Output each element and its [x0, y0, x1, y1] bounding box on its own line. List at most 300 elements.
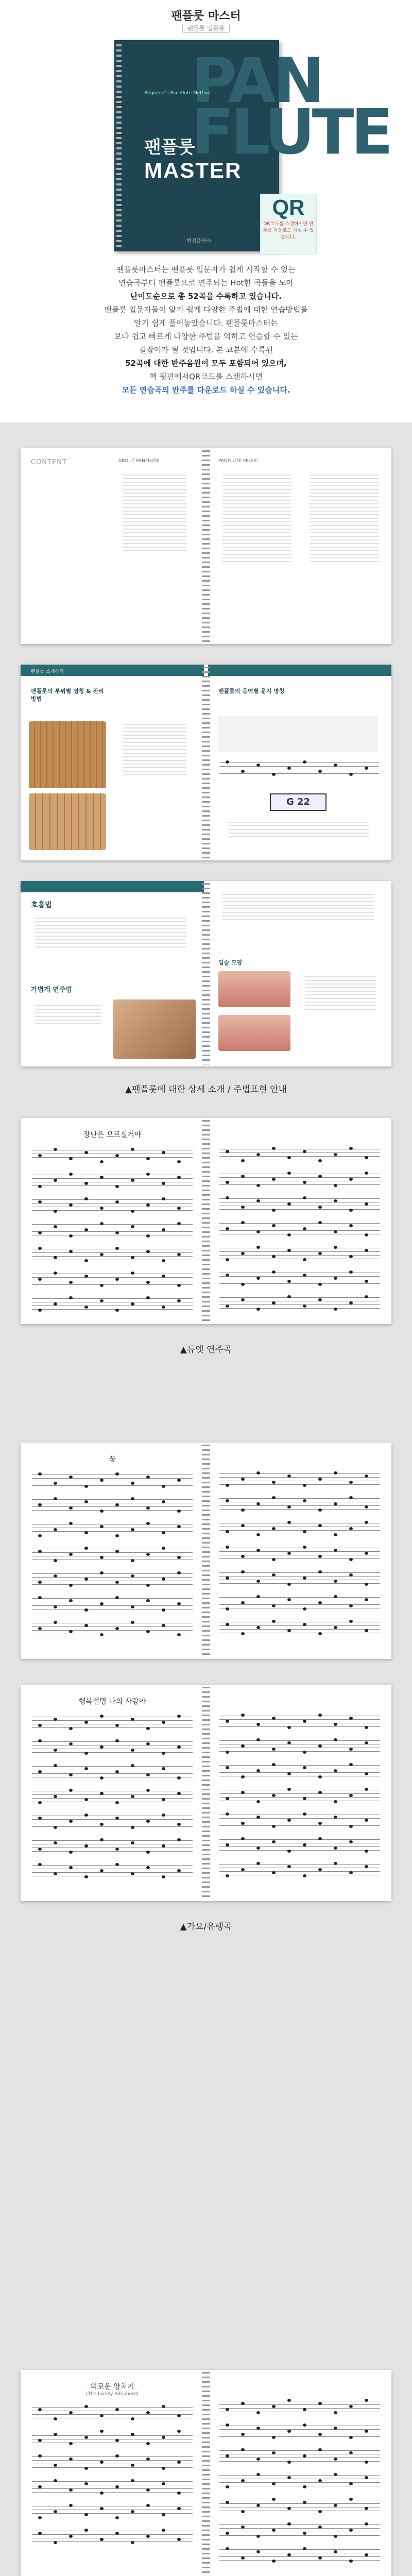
key-box: G 22	[270, 793, 327, 811]
music-note	[334, 1846, 337, 1850]
music-note	[38, 1231, 42, 1234]
music-note	[272, 1794, 276, 1797]
music-note	[365, 767, 368, 770]
music-note	[54, 1148, 57, 1151]
music-note	[349, 1209, 353, 1212]
music-note	[303, 1196, 306, 1199]
cover-en-title: MASTER	[144, 158, 242, 182]
music-note	[162, 1151, 165, 1154]
music-note	[100, 1556, 104, 1559]
music-note	[38, 2485, 42, 2488]
product-subtitle: 팬플룻 입문용	[0, 24, 412, 32]
music-note	[365, 2461, 368, 2464]
staff	[219, 2472, 380, 2489]
music-note	[272, 1178, 276, 1181]
music-note	[146, 2504, 150, 2507]
music-note	[256, 2458, 260, 2461]
music-note	[318, 2479, 322, 2482]
music-note	[84, 2436, 88, 2439]
staff	[219, 1811, 380, 1829]
music-note	[318, 770, 322, 773]
music-note	[177, 1838, 181, 1841]
staff	[32, 2503, 193, 2520]
music-note	[177, 1823, 181, 1826]
music-note	[131, 1210, 134, 1213]
qr-badge-text: QR코드를 스캔하시면 반주를 다운로드 하실 수 있습니다.	[263, 222, 314, 240]
music-note	[241, 1868, 245, 1871]
staff	[219, 1713, 380, 1730]
staff	[219, 1737, 380, 1755]
lips-heading: 입술 모양	[218, 959, 243, 966]
music-note	[334, 1738, 337, 1741]
spiral-rings	[202, 667, 210, 858]
music-note	[365, 1583, 368, 1586]
music-note	[287, 1788, 291, 1791]
staff	[32, 1521, 193, 1538]
music-note	[349, 2436, 353, 2439]
music-note	[131, 1302, 134, 1306]
music-note	[69, 1851, 73, 1854]
music-note	[365, 2553, 368, 2556]
music-note	[131, 1718, 134, 1721]
music-note	[84, 1259, 88, 1262]
music-note	[177, 1207, 181, 1210]
music-note	[100, 2538, 104, 2541]
music-note	[115, 1503, 119, 1506]
music-note	[349, 1147, 353, 1150]
music-note	[334, 1816, 337, 1819]
music-note	[334, 2458, 337, 2461]
music-note	[100, 1869, 104, 1872]
music-note	[365, 2430, 368, 2433]
music-note	[365, 2522, 368, 2526]
toc-left-page	[21, 448, 204, 644]
music-note	[162, 1875, 165, 1878]
music-note	[272, 1748, 276, 1751]
music-note	[162, 1814, 165, 1817]
music-note	[131, 1256, 134, 1259]
music-note	[318, 1822, 322, 1825]
music-note	[334, 764, 337, 767]
music-note	[115, 1770, 119, 1773]
music-note	[38, 1770, 42, 1773]
music-note	[100, 2492, 104, 2495]
music-note	[272, 2405, 276, 2408]
staff	[32, 1595, 193, 1613]
toc-about: ABOUT PANFLUTE	[118, 459, 160, 464]
music-note	[100, 2430, 104, 2433]
music-note	[177, 1253, 181, 1256]
music-note	[115, 1231, 119, 1234]
music-note	[146, 1553, 150, 1556]
music-note	[100, 1745, 104, 1749]
music-note	[241, 1478, 245, 1481]
music-note	[334, 1723, 337, 1726]
music-note	[115, 1154, 119, 1157]
music-note	[365, 1772, 368, 1775]
music-note	[69, 1584, 73, 1587]
music-note	[256, 2427, 260, 2430]
music-note	[69, 1742, 73, 1745]
music-note	[226, 1607, 229, 1611]
music-note	[146, 1173, 150, 1176]
music-note	[272, 1620, 276, 1623]
music-note	[303, 1812, 306, 1816]
staff	[32, 2453, 193, 2471]
music-note	[334, 1308, 337, 1311]
cover-ko-title: 팬플룻	[144, 138, 195, 157]
music-note	[100, 1222, 104, 1225]
music-note	[272, 1270, 276, 1274]
music-note	[318, 1252, 322, 1255]
spiral-rings	[202, 883, 210, 1064]
music-note	[365, 2476, 368, 2479]
staff	[32, 2404, 193, 2421]
music-note	[38, 2408, 42, 2411]
music-note	[84, 1151, 88, 1154]
duet-right-page	[208, 1118, 391, 1324]
music-note	[349, 1270, 353, 1274]
music-note	[287, 1629, 291, 1632]
music-note	[115, 2408, 119, 2411]
music-note	[318, 2526, 322, 2529]
qr-badge-label: QR	[272, 195, 305, 219]
music-note	[177, 1745, 181, 1749]
music-note	[226, 1530, 229, 1533]
music-note	[84, 1500, 88, 1503]
staff	[32, 1546, 193, 1563]
music-note	[256, 1246, 260, 1249]
music-note	[256, 1769, 260, 1772]
music-note	[131, 1605, 134, 1608]
music-note	[115, 2532, 119, 2535]
music-note	[84, 1485, 88, 1488]
music-note	[177, 1633, 181, 1636]
music-note	[54, 2464, 57, 2467]
music-note	[84, 2482, 88, 2485]
music-note	[365, 1788, 368, 1791]
spiral-binding	[116, 44, 122, 248]
music-note	[162, 1547, 165, 1550]
music-note	[334, 1184, 337, 1187]
music-note	[334, 1580, 337, 1583]
music-note	[162, 2513, 165, 2516]
staff	[219, 1520, 380, 1537]
music-note	[100, 1299, 104, 1302]
music-note	[226, 1797, 229, 1800]
music-note	[365, 2507, 368, 2510]
music-note	[162, 1197, 165, 1200]
spiral-rings	[202, 1687, 210, 1899]
music-note	[100, 1571, 104, 1574]
music-note	[303, 1577, 306, 1580]
music-note	[365, 1202, 368, 1206]
music-note	[84, 1531, 88, 1534]
music-note	[287, 1202, 291, 1206]
music-note	[303, 1150, 306, 1153]
music-note	[318, 1555, 322, 1558]
music-note	[131, 2479, 134, 2482]
music-note	[115, 1200, 119, 1204]
music-note	[54, 1272, 57, 1275]
staff	[219, 1861, 380, 1878]
music-note	[272, 1301, 276, 1304]
music-note	[318, 1283, 322, 1286]
music-note	[318, 2448, 322, 2451]
music-note	[54, 1302, 57, 1306]
music-note	[54, 2433, 57, 2436]
staff	[219, 1470, 380, 1488]
music-note	[256, 1199, 260, 1202]
music-note	[226, 2532, 229, 2535]
music-note	[115, 1550, 119, 1553]
music-note	[272, 2436, 276, 2439]
music-note	[318, 1601, 322, 1604]
music-note	[84, 1275, 88, 1278]
music-note	[334, 2504, 337, 2507]
music-note	[365, 1741, 368, 1744]
lips-page	[208, 881, 391, 1066]
music-note	[100, 1792, 104, 1795]
music-note	[177, 1299, 181, 1302]
staff	[32, 1496, 193, 1514]
staff	[32, 1471, 193, 1489]
product-description	[0, 263, 412, 397]
music-note	[303, 2424, 306, 2427]
music-note	[349, 2529, 353, 2532]
music-note	[349, 1481, 353, 1484]
staff	[219, 1569, 380, 1587]
music-note	[256, 2550, 260, 2553]
music-note	[303, 760, 306, 764]
music-note	[287, 2461, 291, 2464]
music-note	[146, 2411, 150, 2414]
music-note	[146, 1250, 150, 1253]
music-note	[69, 1250, 73, 1253]
music-note	[38, 2516, 42, 2519]
fingering-text	[218, 819, 378, 840]
music-note	[272, 2482, 276, 2485]
desc-line: 팬플룻 입문자들이 알기 쉽게 다양한 주법에 대한 연습방법을	[104, 305, 308, 314]
music-note	[349, 1794, 353, 1797]
music-note	[256, 1846, 260, 1850]
staff	[32, 1221, 193, 1239]
music-note	[303, 2501, 306, 2504]
music-note	[303, 1274, 306, 1277]
music-note	[177, 1525, 181, 1528]
fingering-staff	[219, 759, 379, 777]
music-note	[131, 1826, 134, 1829]
music-note	[84, 1844, 88, 1848]
music-note	[162, 2405, 165, 2408]
music-note	[69, 1727, 73, 1730]
staff	[32, 1714, 193, 1731]
staff	[219, 1762, 380, 1780]
music-note	[287, 1505, 291, 1509]
staff	[32, 2528, 193, 2545]
music-note	[287, 2476, 291, 2479]
music-note	[318, 1175, 322, 1178]
music-note	[365, 1280, 368, 1283]
music-note	[100, 2414, 104, 2417]
music-note	[146, 1866, 150, 1869]
music-note	[318, 2510, 322, 2513]
music-note	[303, 1304, 306, 1308]
music-note	[177, 1715, 181, 1718]
panflute-photo	[29, 721, 106, 788]
music-note	[84, 2467, 88, 2470]
music-note	[177, 1776, 181, 1780]
music-note	[131, 1225, 134, 1228]
music-note	[69, 1173, 73, 1176]
music-note	[146, 1773, 150, 1776]
music-note	[303, 1874, 306, 1877]
music-note	[131, 2510, 134, 2513]
music-note	[100, 1602, 104, 1605]
music-note	[334, 1153, 337, 1156]
music-note	[349, 1558, 353, 1561]
music-note	[272, 1209, 276, 1212]
music-note	[365, 1233, 368, 1236]
music-note	[177, 2538, 181, 2541]
desc-line: 보다 쉽고 빠르게 다양한 주법을 익히고 연습할 수 있는	[114, 332, 298, 341]
music-note	[241, 770, 245, 773]
staff	[32, 1788, 193, 1805]
music-note	[365, 1819, 368, 1822]
music-note	[84, 1875, 88, 1878]
music-note	[38, 2532, 42, 2535]
music-note	[100, 1510, 104, 1513]
staff	[32, 1147, 193, 1164]
music-note	[38, 1534, 42, 1537]
music-note	[115, 1472, 119, 1476]
music-note	[177, 1284, 181, 1287]
music-note	[162, 1182, 165, 1185]
music-note	[54, 1528, 57, 1531]
music-note	[334, 2550, 337, 2553]
music-note	[241, 1298, 245, 1301]
music-note	[365, 1865, 368, 1868]
music-note	[131, 1559, 134, 1562]
play-heading: 가볍게 연주법	[31, 986, 72, 994]
music-note	[162, 1767, 165, 1770]
caption-pop: ▲가요/유행곡	[180, 1922, 232, 1932]
music-note	[349, 2482, 353, 2485]
cover-title	[144, 133, 242, 183]
toc-right-page	[208, 448, 391, 644]
music-note	[146, 1281, 150, 1284]
music-note	[38, 1724, 42, 1727]
music-note	[162, 1306, 165, 1309]
music-note	[241, 1283, 245, 1286]
music-note	[69, 1820, 73, 1823]
music-note	[69, 2504, 73, 2507]
music-note	[38, 2439, 42, 2442]
music-note	[241, 1714, 245, 1717]
music-note	[115, 1309, 119, 1312]
music-note	[177, 2430, 181, 2433]
staff	[32, 1270, 193, 1288]
music-note	[272, 1825, 276, 1828]
music-note	[334, 1800, 337, 1803]
music-note	[38, 1550, 42, 1553]
music-note	[177, 1160, 181, 1163]
music-note	[349, 1717, 353, 1720]
music-note	[177, 1792, 181, 1795]
music-note	[287, 1475, 291, 1478]
music-note	[100, 1253, 104, 1256]
music-note	[349, 1604, 353, 1607]
music-note	[177, 2414, 181, 2417]
music-note	[349, 1224, 353, 1227]
staff	[219, 1545, 380, 1562]
music-note	[115, 1724, 119, 1727]
staff	[219, 2398, 380, 2415]
music-note	[287, 767, 291, 770]
music-note	[334, 2427, 337, 2430]
music-note	[272, 1840, 276, 1843]
music-note	[162, 2467, 165, 2470]
music-note	[272, 1255, 276, 1258]
music-note	[115, 2439, 119, 2442]
music-note	[334, 1199, 337, 1202]
music-note	[177, 1176, 181, 1179]
music-note	[272, 2560, 276, 2563]
music-note	[162, 1624, 165, 1627]
music-note	[69, 2442, 73, 2445]
music-note	[38, 1581, 42, 1584]
music-note	[272, 773, 276, 776]
pop-spread-1	[21, 1443, 391, 1659]
music-note	[287, 1819, 291, 1822]
staff	[219, 2422, 380, 2440]
music-note	[54, 1749, 57, 1752]
music-note	[84, 1306, 88, 1309]
music-note	[84, 1814, 88, 1817]
music-note	[303, 1623, 306, 1626]
staff	[219, 1146, 380, 1163]
staff	[32, 1295, 193, 1313]
music-note	[241, 1221, 245, 1224]
music-note	[226, 1766, 229, 1769]
music-note	[226, 2501, 229, 2504]
music-note	[241, 1822, 245, 1825]
music-note	[38, 1863, 42, 1866]
music-note	[318, 1791, 322, 1794]
fingering-page	[208, 665, 391, 860]
music-note	[131, 1795, 134, 1798]
parts-heading: 팬플룻의 부위별 명칭 & 관리방법	[31, 688, 104, 702]
music-note	[256, 2504, 260, 2507]
music-note	[38, 1154, 42, 1157]
music-note	[272, 1224, 276, 1227]
music-note	[287, 1552, 291, 1555]
music-note	[84, 2513, 88, 2516]
music-note	[287, 1772, 291, 1775]
staff	[219, 2546, 380, 2564]
music-note	[365, 1629, 368, 1632]
music-note	[226, 1227, 229, 1230]
staff	[32, 1570, 193, 1588]
music-note	[69, 1476, 73, 1479]
music-note	[69, 1506, 73, 1510]
music-note	[349, 1255, 353, 1258]
music-note	[226, 1258, 229, 1261]
music-note	[303, 1484, 306, 1487]
music-note	[226, 2454, 229, 2458]
music-note	[131, 1482, 134, 1485]
music-note	[241, 1252, 245, 1255]
